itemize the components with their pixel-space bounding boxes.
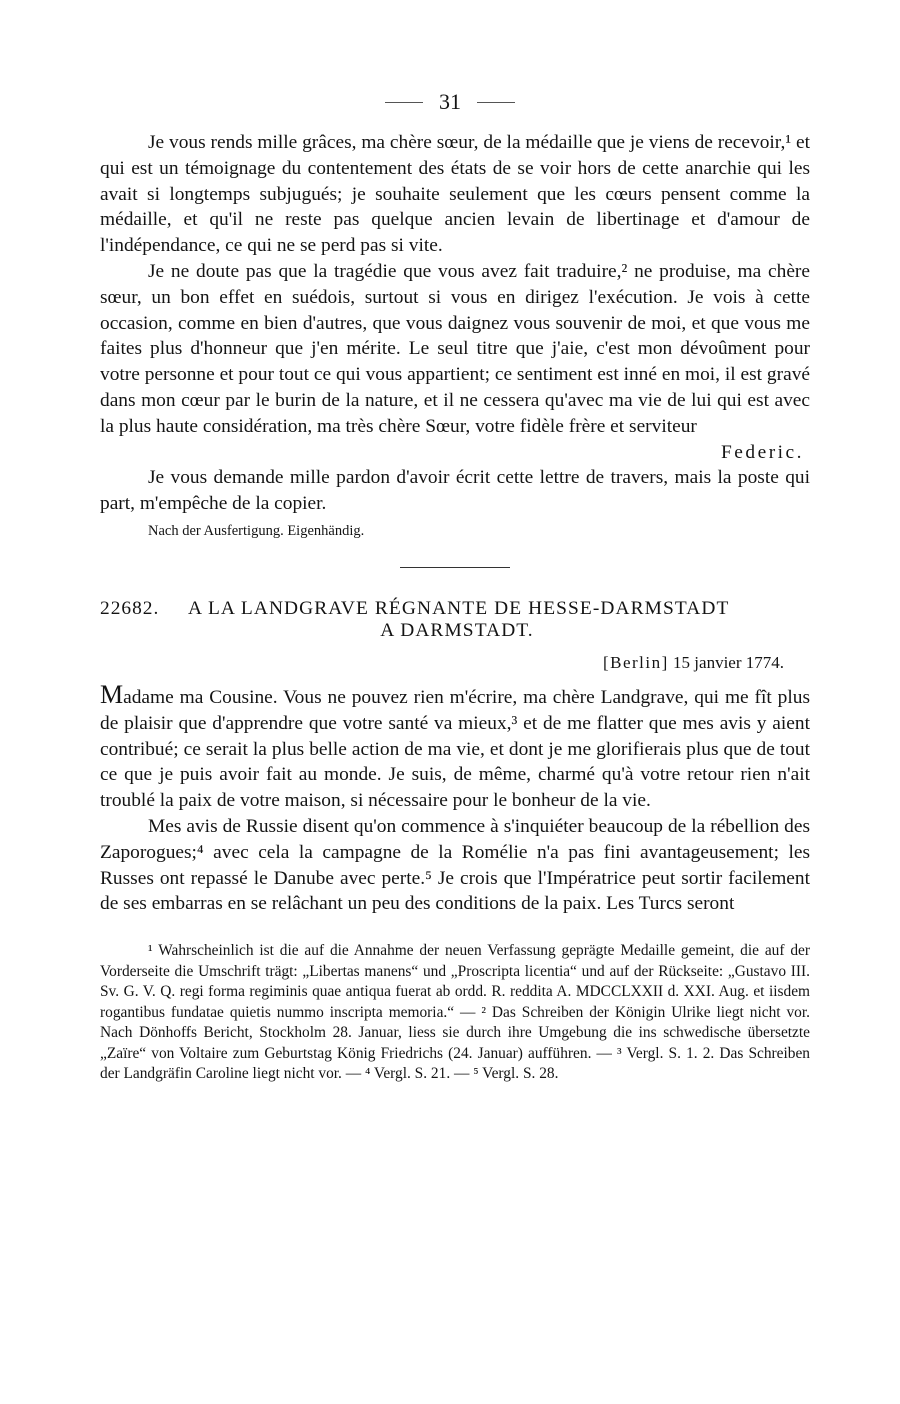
- letter-2-paragraph-1: [100, 679, 810, 814]
- page-number: 31: [439, 89, 461, 114]
- letter-2-paragraph-1-text: adame ma Cousine. Vous ne pouvez rien m'écrire, ma chère Landgrave, qui me fît plus de plaisir que d'apprendre que votre santé va mieux,³ et de me flatter que mes avis y aient contribué; ce serait la plus belle action de ma vie, et dont je me glorifierais plus que de tout ce que je puis avoir fait au monde. Je suis, de même, charmé qu'à votre retour rien n'ait troublé la paix de votre maison, si nécessaire pour le bonheur de la vie.: [100, 686, 810, 812]
- letter-1-paragraph-1: Je vous rends mille grâces, ma chère sœur, de la médaille que je viens de recevoir,¹ et qui est un témoignage du contentement des états de se voir hors de cette anarchie qui les avait si longtemps subjugués; je souhaite seulement que les cœurs pensent comme la médaille, et qu'il ne reste pas quelque ancien levain de libertinage et d'amour de l'indépendance, ce qui ne se perd pas si vite.: [100, 132, 810, 257]
- section-divider: [400, 567, 510, 568]
- letter-number: 22682.: [100, 597, 160, 619]
- letter-1-source-note: Nach der Ausfertigung. Eigenhändig.: [148, 522, 365, 539]
- letter-dateline: [100, 650, 784, 676]
- letter-2: [100, 598, 810, 917]
- letter-1-paragraph-2: Je ne doute pas que la tragédie que vous avez fait traduire,² ne produise, ma chère sœur, un bon effet en suédois, surtout si vous en dirigez l'exécution. Je vois à cette occasion, comme en bien d'autres, que vous daignez vous souvenir de moi, et que vous me faites plus d'honneur que j'en mérite. Le seul titre que j'aie, c'est mon dévoûment pour votre personne et pour tout ce qui vous appartient; ce sentiment est inné en moi, il est gravé dans mon cœur par le burin de la nature, et il ne cessera qu'avec ma vie de lui qui est avec la plus haute considération, ma très chère Sœur, votre fidèle frère et serviteur: [100, 260, 810, 437]
- drop-capital: M: [100, 679, 124, 709]
- footnotes-text: ¹ Wahrscheinlich ist die auf die Annahme der neuen Verfassung geprägte Medaille gemeint, die auf der Vorderseite die Umschrift trägt: „Libertas manens“ und „Proscripta licentia“ und auf der Rückseite: „Gustavo III. Sv. G. V. Q. regi forma regiminis quae antiqua fuerat ab ordd. R. reddita A. MDCCLXXII d. XXI. Aug. et iisdem rogantibus fundatae quietis nummo inscripta memoria.“ — ² Das Schreiben der Königin Ulrike liegt nicht vor. Nach Dönhoffs Bericht, Stockholm 28. Januar, liess sie durch ihre Umgebung die ins schwedische übersetzte „Zaïre“ von Voltaire zum Geburtstag König Friedrichs (24. Januar) aufführen. — ³ Vergl. S. 1. 2. Das Schreiben der Landgräfin Caroline liegt nicht vor. — ⁴ Vergl. S. 21. — ⁵ Vergl. S. 28.: [100, 942, 810, 1083]
- letter-1: [100, 130, 810, 541]
- document-page: [100, 82, 810, 1085]
- header-rule-left: [385, 102, 423, 103]
- footnotes: [100, 941, 810, 1085]
- date-value: 15 janvier 1774.: [673, 652, 784, 672]
- letter-1-signature: Federic.: [721, 441, 804, 463]
- page-header: [90, 82, 810, 122]
- letter-1-postscript: Je vous demande mille pardon d'avoir écrit cette lettre de travers, mais la poste qui part, m'empêche de la copier.: [100, 467, 810, 515]
- letter-title-line-2: A DARMSTADT.: [380, 619, 534, 641]
- letter-2-heading: [100, 598, 810, 642]
- header-rule-right: [477, 102, 515, 103]
- date-place: [Berlin]: [602, 652, 669, 672]
- letter-2-paragraph-2: Mes avis de Russie disent qu'on commence à s'inquiéter beaucoup de la rébellion des Zaporogues;⁴ avec cela la campagne de la Romélie n'a pas fini avantageusement; les Russes ont repassé le Danube avec perte.⁵ Je crois que l'Impératrice peut sortir facilement de ses embarras en se relâchant un peu des conditions de la paix. Les Turcs seront: [100, 815, 810, 915]
- letter-title-line-1: A LA LANDGRAVE RÉGNANTE DE HESSE-DARMSTADT: [188, 597, 730, 619]
